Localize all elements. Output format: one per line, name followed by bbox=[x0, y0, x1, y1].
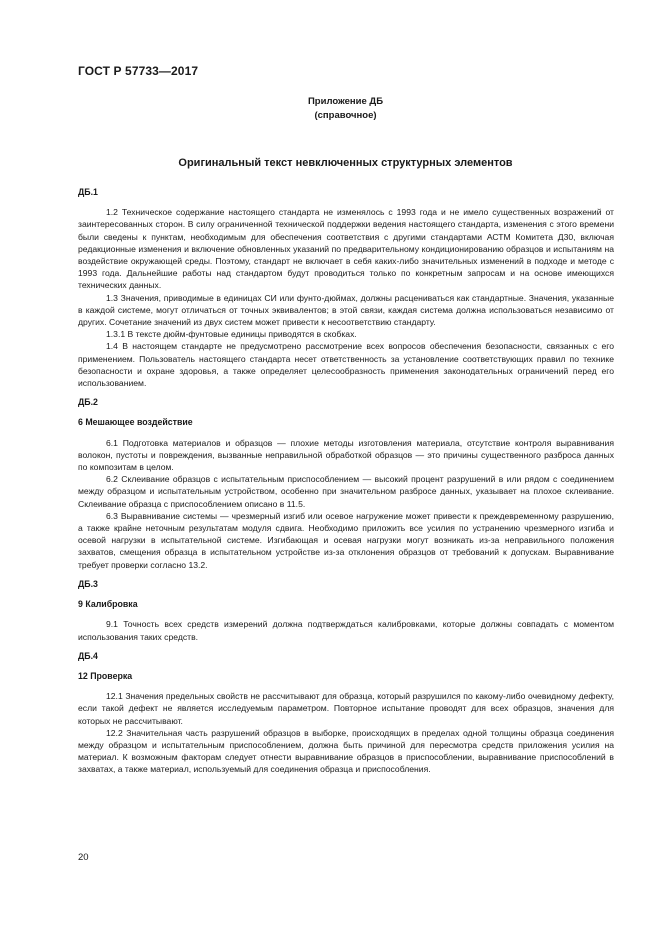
section-label-db1: ДБ.1 bbox=[78, 187, 98, 197]
appendix-header bbox=[0, 95, 661, 123]
paragraph-1-3: 1.3 Значения, приводимые в единицах СИ или фунто-дюймах, должны расцениваться как стандартные. Значения, указанные в каждой системе, могут отличаться от точных эквивалентов; в этой связи, каждая система должна использоваться независимо от других. Сочетание значений из двух систем может привести к несоответствию стандарту. bbox=[78, 292, 614, 328]
paragraph-6-2: 6.2 Склеивание образцов с испытательным приспособлением — высокий процент разрушений в или рядом с соединением между образцом и испытательным устройством, особенно при значительном разбросе данных, указывает на плохое склеивание. Склеивание образца с приспособлением описано в 11.5. bbox=[78, 474, 614, 509]
paragraph-1-2: 1.2 Техническое содержание настоящего стандарта не изменялось с 1993 года и не имело существенных возражений от заинтересованных сторон. В силу ограниченной технической поддержки ведения настоящего стандарта, изменения с этого времени были сведены к пунктам, необходимым для обеспечения соответствия с другими стандартами АСТМ Комитета Д30, включая редакционные изменения и включение обновленных указаний по предварительному кондиционированию образцов и испытаниям на воздействие окружающей среды. Поэтому, стандарт не включает в себя каких-либо значительных изменений в подходе и методе с 1993 года. Дальнейшие работы над стандартом будут проводиться только по конкретным запросам и на основе имеющихся технических данных. bbox=[78, 207, 614, 291]
paragraph-12-2: 12.2 Значительная часть разрушений образцов в выборке, происходящих в пределах одной толщины образца соединения между образцом и испытательным приспособлением, должна быть причиной для пересмотра средств приложения усилия на материал. К возможным факторам следует отнести выравнивание образцов в приспособлении, выравнивание приспособлений в захватах, а также материал, используемый для соединения образца и приспособления. bbox=[78, 727, 614, 775]
document-body bbox=[78, 186, 614, 776]
section-label-db4: ДБ.4 bbox=[78, 650, 98, 661]
page-number: 20 bbox=[78, 852, 89, 863]
paragraph-6-3: 6.3 Выравнивание системы — чрезмерный изгиб или осевое нагружение может привести к преждевременному разрушению, а также крайне неточным результатам модуля сдвига. Необходимо приложить все усилия по устранению чрезмерного изгиба и осевой нагрузки в испытательной системе. Изгибающая и осевая нагрузки могут возникать из-за неправильного положения захватов, смещения образца в испытательном устройстве из-за отклонения образцов от требований к допускам. Выравнивание требует проверки согласно 13.2. bbox=[78, 510, 614, 570]
paragraph-1-3-1: 1.3.1 В тексте дюйм-фунтовые единицы приводятся в скобках. bbox=[106, 329, 357, 340]
main-title: Оригинальный текст невключенных структурных элементов bbox=[178, 157, 513, 169]
appendix-title: Приложение ДБ bbox=[307, 96, 384, 107]
appendix-subtitle: (справочное) bbox=[314, 110, 377, 121]
paragraph-12-1: 12.1 Значения предельных свойств не рассчитывают для образца, который разрушился по какому-либо очевидному дефекту, если такой дефект не является исследуемым параметром. Повторное испытание проводят для всех образцов, значения для которых не рассчитывают. bbox=[78, 691, 614, 726]
paragraph-9-1: 9.1 Точность всех средств измерений должна подтверждаться калибровками, которые должны совпадать с моментом использования таких средств. bbox=[78, 619, 614, 642]
paragraph-1-4: 1.4 В настоящем стандарте не предусмотрено рассмотрение всех вопросов обеспечения безопасности, связанных с его применением. Пользователь настоящего стандарта несет ответственность за установление соответствующих правил по технике безопасности и охране здоровья, а также определяет целесообразность применения законодательных ограничений перед его использованием. bbox=[78, 341, 614, 389]
paragraph-6-1: 6.1 Подготовка материалов и образцов — плохие методы изготовления материала, отсутствие контроля выравнивания волокон, пустоты и повреждения, вызванные неправильной обработкой образцов — это причины существенного разброса данных по композитам в целом. bbox=[78, 437, 614, 473]
section-label-db3: ДБ.3 bbox=[78, 578, 98, 589]
section-heading-12: 12 Проверка bbox=[78, 670, 133, 681]
document-code: ГОСТ Р 57733—2017 bbox=[78, 64, 199, 78]
section-heading-6: 6 Мешающее воздействие bbox=[78, 417, 193, 428]
section-label-db2: ДБ.2 bbox=[78, 397, 98, 408]
section-heading-9: 9 Калибровка bbox=[78, 599, 138, 610]
